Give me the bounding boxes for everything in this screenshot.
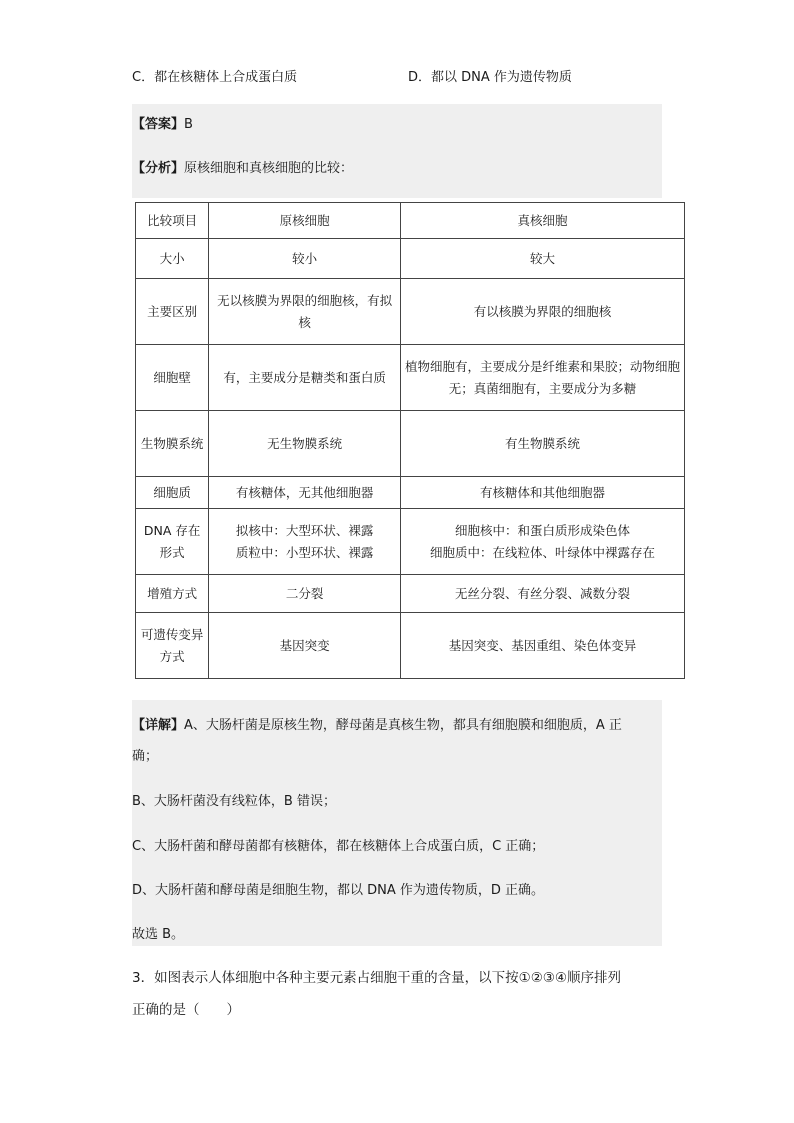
answer-line [132, 113, 193, 132]
table-row [136, 477, 685, 509]
row-prokaryote: 有核糖体，无其他细胞器 [209, 477, 401, 509]
row-prokaryote: 二分裂 [209, 575, 401, 613]
row-eukaryote: 无丝分裂、有丝分裂、减数分裂 [400, 575, 684, 613]
row-prokaryote: 基因突变 [209, 613, 401, 679]
table-row [136, 575, 685, 613]
row-prokaryote [209, 509, 401, 575]
table-row [136, 411, 685, 477]
header-prokaryote: 原核细胞 [209, 203, 401, 239]
detail-a1-text: A、大肠杆菌是原核生物，酵母菌是真核生物，都具有细胞膜和细胞质，A 正 [184, 718, 622, 733]
row-eukaryote: 有以核膜为界限的细胞核 [400, 279, 684, 345]
row-eukaryote: 基因突变、基因重组、染色体变异 [400, 613, 684, 679]
row-item: 可遗传变异方式 [136, 613, 209, 679]
answer-label: 【答案】 [132, 117, 185, 132]
table-row [136, 509, 685, 575]
detail-line-a1 [132, 714, 622, 733]
row-prokaryote: 无生物膜系统 [209, 411, 401, 477]
table-row [136, 239, 685, 279]
answer-value: B [184, 117, 193, 132]
detail-line-c: C、大肠杆菌和酵母菌都有核糖体，都在核糖体上合成蛋白质，C 正确； [132, 839, 545, 854]
row-item: DNA 存在形式 [136, 509, 209, 575]
row-item: 大小 [136, 239, 209, 279]
detail-line-b: B、大肠杆菌没有线粒体，B 错误； [132, 794, 336, 809]
table-row [136, 613, 685, 679]
answer-analysis-block [132, 104, 662, 198]
row-eukaryote: 有核糖体和其他细胞器 [400, 477, 684, 509]
row-eukaryote: 较大 [400, 239, 684, 279]
header-item: 比较项目 [136, 203, 209, 239]
table-row [136, 279, 685, 345]
table-row [136, 345, 685, 411]
dna-form-cytoplasm: 细胞质中：在线粒体、叶绿体中裸露存在 [429, 544, 655, 560]
detail-line-d: D、大肠杆菌和酵母菌是细胞生物，都以 DNA 作为遗传物质，D 正确。 [132, 883, 545, 898]
row-item: 主要区别 [136, 279, 209, 345]
row-item: 细胞质 [136, 477, 209, 509]
row-prokaryote: 较小 [209, 239, 401, 279]
row-prokaryote: 有，主要成分是糖类和蛋白质 [209, 345, 401, 411]
analysis-line [132, 157, 353, 176]
question3-line2: 正确的是（ ） [132, 1002, 240, 1018]
analysis-label: 【分析】 [132, 161, 185, 176]
analysis-text: 原核细胞和真核细胞的比较： [184, 161, 354, 176]
comparison-table [135, 202, 685, 679]
row-eukaryote: 植物细胞有，主要成分是纤维素和果胶；动物细胞无；真菌细胞有，主要成分为多糖 [400, 345, 684, 411]
row-item: 增殖方式 [136, 575, 209, 613]
dna-form-nucleoid: 拟核中：大型环状、裸露 [235, 522, 374, 538]
option-c: C．都在核糖体上合成蛋白质 [132, 70, 298, 85]
detail-block [132, 700, 662, 946]
table-header-row [136, 203, 685, 239]
row-eukaryote: 有生物膜系统 [400, 411, 684, 477]
header-eukaryote: 真核细胞 [400, 203, 684, 239]
dna-form-plasmid: 质粒中：小型环状、裸露 [235, 544, 374, 560]
detail-conclusion: 故选 B。 [132, 927, 185, 942]
row-item: 生物膜系统 [136, 411, 209, 477]
detail-label: 【详解】 [132, 718, 185, 733]
row-eukaryote [400, 509, 684, 575]
row-prokaryote: 无以核膜为界限的细胞核，有拟核 [209, 279, 401, 345]
detail-line-a2: 确； [132, 749, 159, 764]
question3-line1: 3．如图表示人体细胞中各种主要元素占细胞干重的含量，以下按①②③④顺序排列 [132, 970, 621, 986]
dna-form-nucleus: 细胞核中：和蛋白质形成染色体 [454, 522, 630, 538]
row-item: 细胞壁 [136, 345, 209, 411]
option-d: D．都以 DNA 作为遗传物质 [408, 70, 572, 85]
